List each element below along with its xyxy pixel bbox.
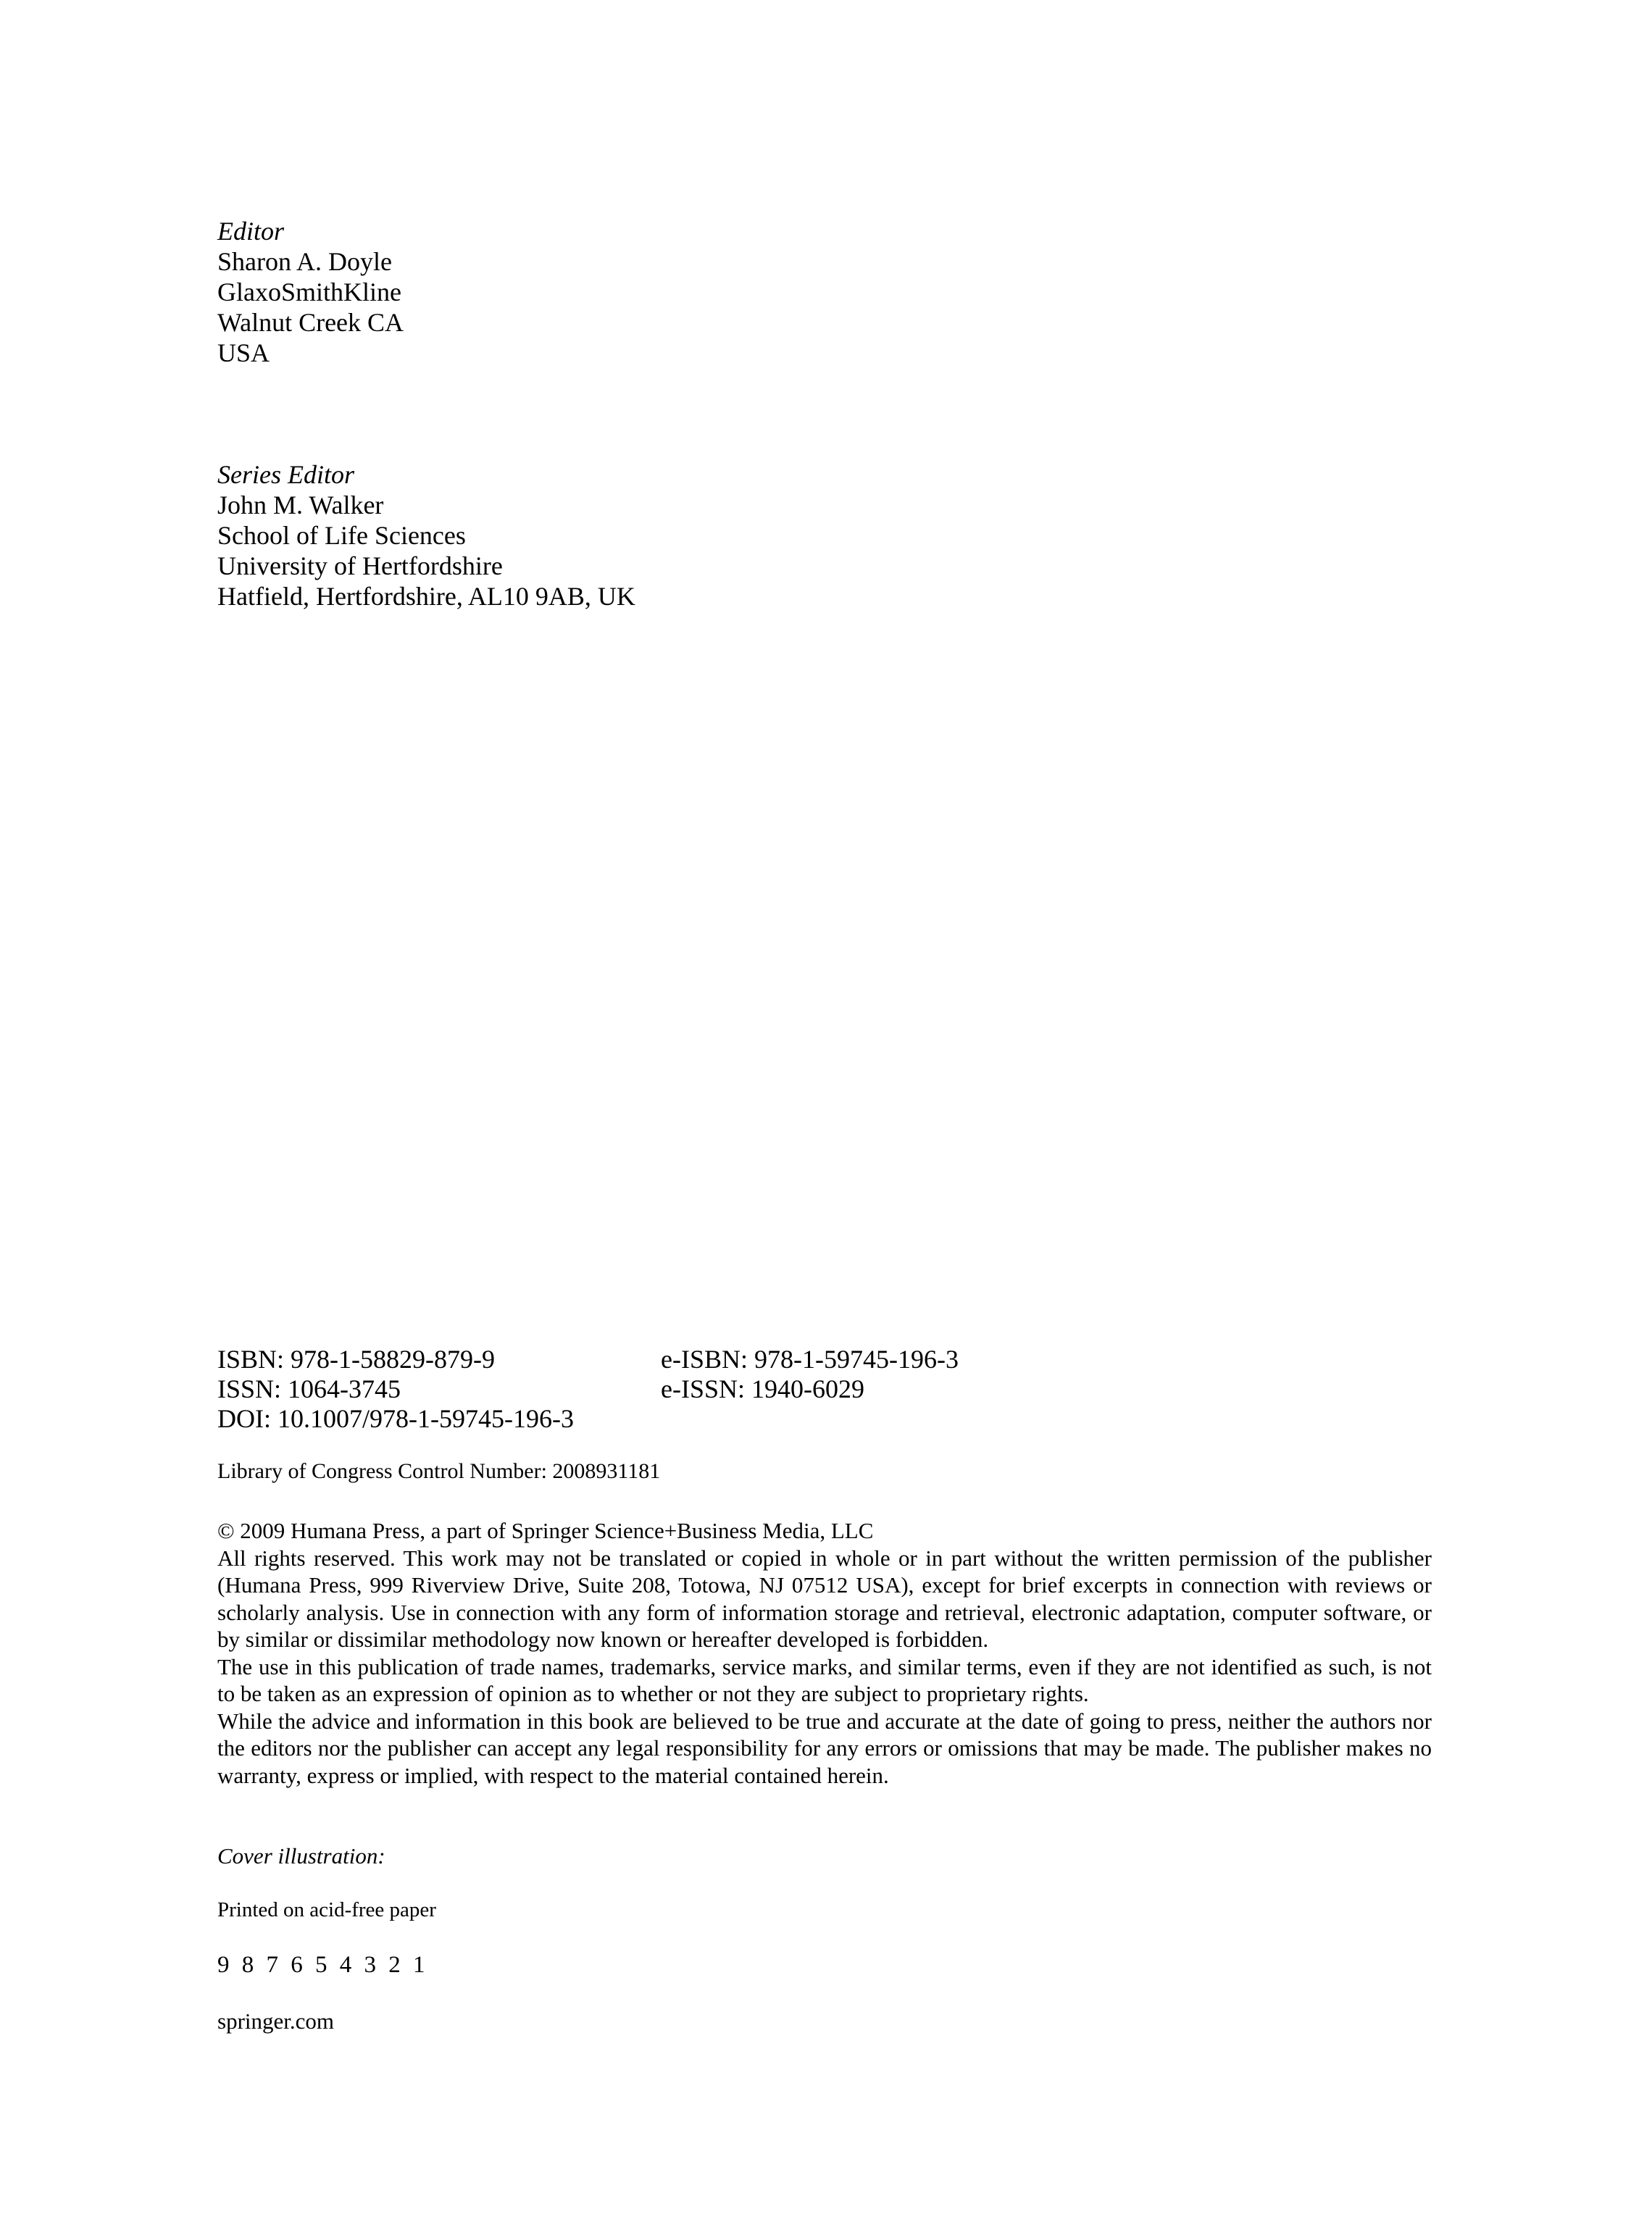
- e-issn-value: e-ISSN: 1940-6029: [661, 1374, 864, 1403]
- doi-value: DOI: 10.1007/978-1-59745-196-3: [217, 1404, 574, 1433]
- editor-heading: Editor: [217, 217, 285, 246]
- editor-country: USA: [217, 338, 270, 367]
- publisher-website: springer.com: [217, 2008, 334, 2034]
- series-editor-block: [217, 459, 635, 611]
- library-of-congress-line: Library of Congress Control Number: 2008931181: [217, 1459, 661, 1483]
- print-run-numbers: 9 8 7 6 5 4 3 2 1: [217, 1952, 425, 1978]
- editor-city: Walnut Creek CA: [217, 308, 404, 337]
- series-editor-university: University of Hertfordshire: [217, 551, 503, 580]
- acid-free-paper-note: Printed on acid-free paper: [217, 1898, 436, 1921]
- e-isbn-value: e-ISBN: 978-1-59745-196-3: [661, 1345, 959, 1374]
- issn-value: ISSN: 1064-3745: [217, 1374, 401, 1403]
- disclaimer-paragraph: While the advice and information in this book are believed to be true and accurate at the date of going to press, neither the authors nor the editors nor the publisher can accept any legal responsibility for any errors or omissions that may be made. The publisher makes no warranty, express or implied, with respect to the material contained herein.: [217, 1708, 1432, 1788]
- copyright-line: © 2009 Humana Press, a part of Springer Science+Business Media, LLC: [217, 1518, 874, 1543]
- series-editor-address: Hatfield, Hertfordshire, AL10 9AB, UK: [217, 582, 635, 611]
- trademarks-paragraph: The use in this publication of trade names, trademarks, service marks, and similar terms, even if they are not identified as such, is not to be taken as an expression of opinion as to whether or not they are subject to proprietary rights.: [217, 1653, 1432, 1706]
- editor-name: Sharon A. Doyle: [217, 247, 392, 276]
- rights-reserved-paragraph: All rights reserved. This work may not be translated or copied in whole or in part without the written permission of the publisher (Humana Press, 999 Riverview Drive, Suite 208, Totowa, NJ 07512 USA), except for brief excerpts in connection with reviews or scholarly analysis. Use in connection with any form of information storage and retrieval, electronic adaptation, computer software, or by similar or dissimilar methodology now known or hereafter developed is forbidden.: [217, 1545, 1432, 1652]
- editor-affiliation: GlaxoSmithKline: [217, 277, 401, 306]
- cover-illustration-label: Cover illustration:: [217, 1843, 385, 1869]
- copyright-notice-block: [217, 1517, 1432, 1789]
- series-editor-heading: Series Editor: [217, 460, 354, 489]
- identifiers-block: [217, 1345, 1232, 1434]
- series-editor-school: School of Life Sciences: [217, 521, 466, 550]
- series-editor-name: John M. Walker: [217, 490, 384, 519]
- isbn-value: ISBN: 978-1-58829-879-9: [217, 1345, 495, 1374]
- editor-block: [217, 216, 404, 368]
